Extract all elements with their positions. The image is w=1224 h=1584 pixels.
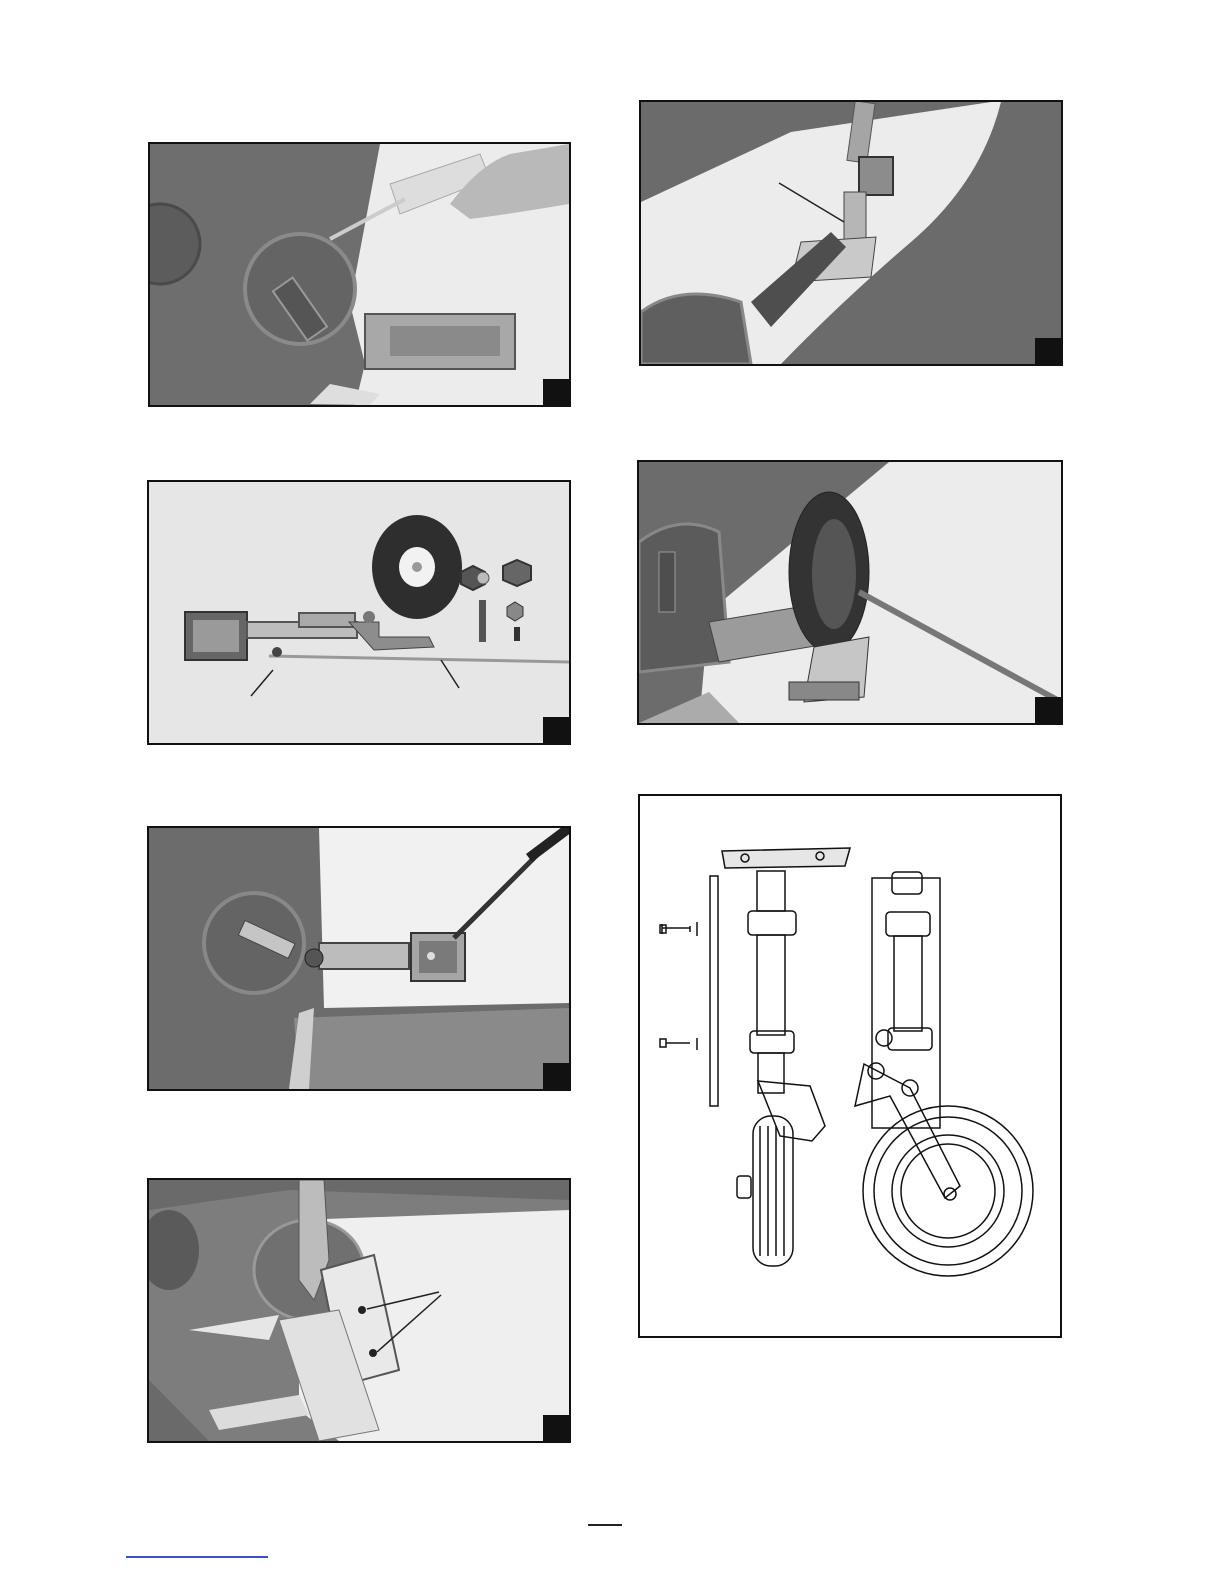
photo-gear-door-mounted [147, 1178, 571, 1443]
photo-strut-collar [639, 100, 1063, 366]
step-number-box [1035, 697, 1061, 723]
step-number-box [543, 1063, 569, 1089]
diagram-drawing [640, 796, 1060, 1336]
step-number-box [543, 379, 569, 405]
photo-image [641, 102, 1061, 364]
photo-retract-parts-layout [147, 480, 571, 745]
step-number-box [543, 717, 569, 743]
photo-image [149, 828, 569, 1089]
photo-image [149, 1180, 569, 1441]
photo-image [149, 482, 569, 743]
photo-retract-installed-in-wing [147, 826, 571, 1091]
photo-image [150, 144, 569, 405]
landing-gear-assembly-diagram [638, 794, 1062, 1338]
step-number-box [543, 1415, 569, 1441]
page-number-rule [588, 1524, 622, 1526]
footer-link-underline[interactable] [126, 1556, 268, 1558]
photo-wheel-installed [637, 460, 1063, 725]
step-number-box [1035, 338, 1061, 364]
photo-applying-glue-to-wing-slot [148, 142, 571, 407]
photo-image [639, 462, 1061, 723]
